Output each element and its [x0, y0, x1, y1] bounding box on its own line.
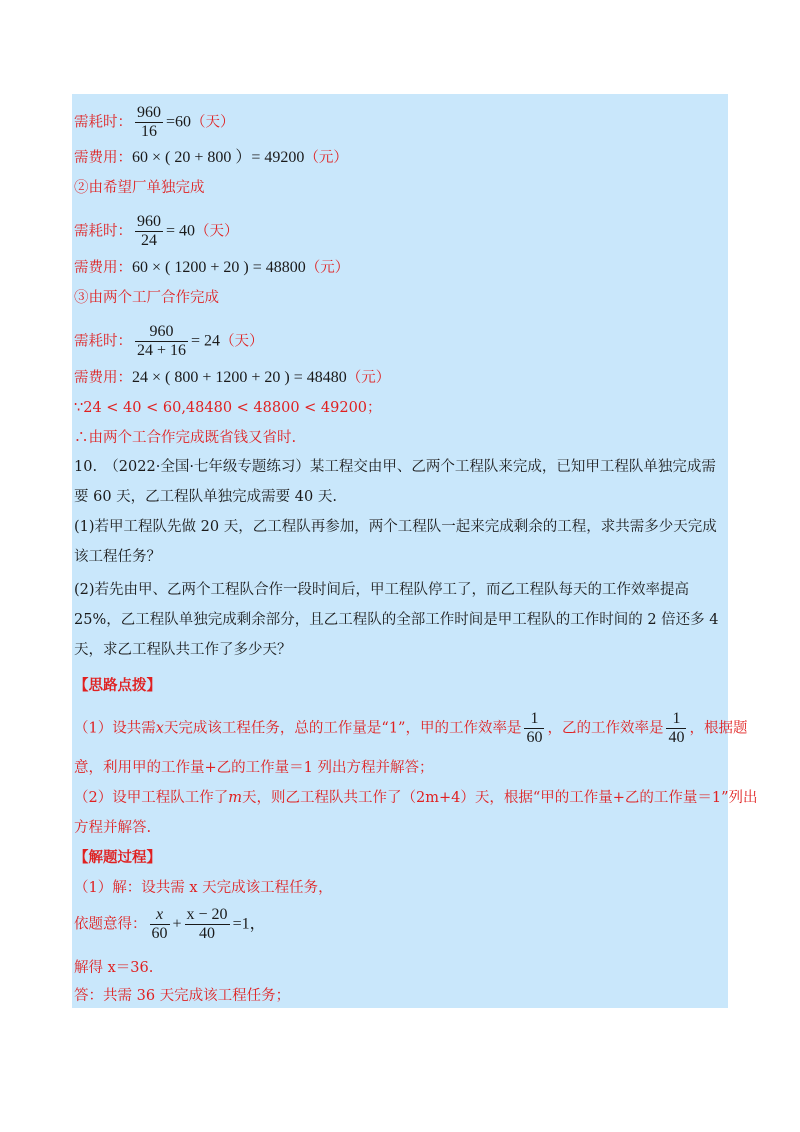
fraction — [185, 906, 230, 943]
text: ，乙的工作效率是 — [547, 720, 664, 737]
unit: （天） — [195, 223, 239, 240]
result: = 40 — [166, 222, 196, 240]
text: 天，则乙工程队共工作了（2m+4）天，根据“甲的工作量+乙的工作量＝1”列出 — [241, 790, 758, 806]
numerator: x − 20 — [186, 906, 228, 923]
label: 需耗时： — [74, 223, 132, 240]
numerator: 960 — [135, 323, 188, 342]
fraction — [524, 710, 544, 747]
solution-result: 解得 x＝36. — [74, 960, 154, 976]
unit: （元） — [346, 370, 391, 386]
cost-line-3 — [74, 368, 390, 388]
numerator: 1 — [524, 710, 544, 729]
variable: m — [228, 790, 242, 806]
denominator: 40 — [668, 729, 685, 746]
fraction — [135, 323, 188, 360]
hint-title: 【思路点拨】 — [74, 677, 161, 694]
label: 需费用： — [74, 260, 132, 276]
time-line-3 — [74, 323, 264, 360]
cost-line-1 — [74, 148, 348, 168]
label: 需费用： — [74, 150, 132, 166]
numerator: 1 — [666, 710, 686, 729]
fraction — [135, 213, 163, 250]
question-2: (2)若先由甲、乙两个工程队合作一段时间后，甲工程队停工了，而乙工程队每天的工作效率提高 25%，乙工程队单独完成剩余部分，且乙工程队的全部工作时间是甲工程队的工作时间的 2 倍还多 4 天，求乙工程队共工作了多少天？ — [74, 582, 719, 658]
hint-line-3 — [74, 788, 758, 808]
variable: x — [155, 720, 164, 737]
unit: （元） — [304, 150, 348, 166]
denominator: 40 — [199, 925, 216, 942]
plus: + — [172, 915, 182, 933]
numerator: 960 — [137, 104, 161, 121]
cost-line-2 — [74, 258, 349, 278]
denominator: 24 + 16 — [137, 342, 187, 359]
fraction — [666, 710, 686, 747]
solution-line-1: （1）解：设共需 x 天完成该工程任务， — [74, 880, 333, 896]
expression: 60 × ( 1200 + 20 ) = 48800 — [132, 259, 306, 276]
expression: 60 × ( 20 + 800 ）= 49200 — [132, 149, 305, 166]
text: ，根据题 — [689, 720, 748, 737]
comparison-line: ∵24 < 40 < 60,48480 < 48800 < 49200； — [74, 400, 382, 416]
fraction — [150, 906, 170, 943]
question-1: (1)若甲工程队先做 20 天，乙工程队再参加，两个工程队一起来完成剩余的工程，求共需多少天完成该工程任务？ — [74, 519, 717, 565]
denominator: 16 — [141, 123, 157, 140]
hint-line-1 — [74, 710, 747, 747]
solution-answer: 答：共需 36 天完成该工程任务； — [74, 988, 291, 1004]
result: =60 — [166, 113, 192, 131]
label: 依题意得： — [74, 916, 147, 933]
case-3-title: ③由两个工厂合作完成 — [74, 290, 219, 306]
result: = 24 — [191, 332, 221, 350]
unit: （元） — [305, 260, 350, 276]
text: （2）设甲工程队工作了 — [74, 790, 229, 806]
time-line-1 — [74, 104, 235, 141]
hint-line-4: 方程并解答. — [74, 820, 152, 836]
unit: （天） — [191, 114, 235, 131]
unit: （天） — [220, 333, 264, 350]
conclusion-line: ∴由两个工合作完成既省钱又省时. — [74, 430, 297, 446]
case-2-title: ②由希望厂单独完成 — [74, 180, 205, 196]
label: 需耗时： — [74, 333, 132, 350]
text: （1）设共需 — [74, 720, 156, 737]
problem-statement: 10. （2022·全国·七年级专题练习）某工程交由甲、乙两个工程队来完成，已知甲工程队单独完成需要 60 天，乙工程队单独完成需要 40 天. — [74, 459, 716, 505]
denominator: 60 — [151, 925, 168, 942]
label: 需耗时： — [74, 114, 132, 131]
time-line-2 — [74, 213, 239, 250]
solution-title: 【解题过程】 — [74, 849, 161, 866]
hint-line-2: 意，利用甲的工作量+乙的工作量＝1 列出方程并解答； — [74, 760, 434, 776]
label: 需费用： — [74, 370, 132, 386]
solution-equation — [74, 906, 266, 943]
result: =1， — [232, 915, 266, 933]
numerator: x — [150, 906, 170, 925]
expression: 24 × ( 800 + 1200 + 20 ) = 48480 — [132, 369, 347, 386]
numerator: 960 — [137, 213, 161, 230]
denominator: 60 — [526, 729, 543, 746]
fraction — [135, 104, 163, 141]
text: 天完成该工程任务，总的工作量是“1”，甲的工作效率是 — [163, 720, 522, 737]
denominator: 24 — [141, 232, 157, 249]
